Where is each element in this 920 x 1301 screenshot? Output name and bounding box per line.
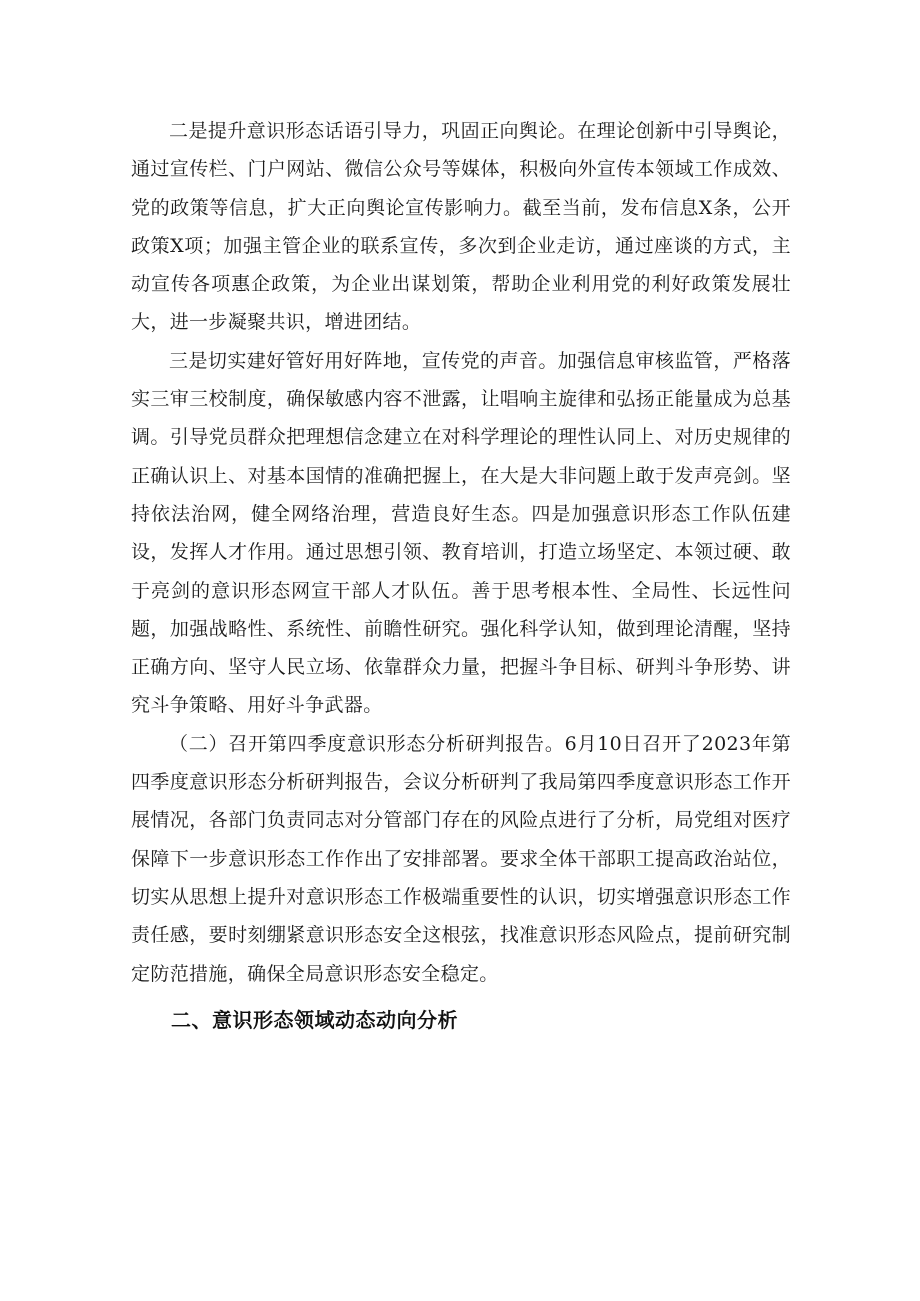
document-body bbox=[131, 112, 791, 1039]
paragraph-position-building: 三是切实建好管好用好阵地，宣传党的声音。加强信息审核监管，严格落实三审三校制度，确保敏感内容不泄露，让唱响主旋律和弘扬正能量成为总基调。引导党员群众把理想信念建立在对科学理论的理性认同上、对历史规律的正确认识上、对基本国情的准确把握上，在大是大非问题上敢于发声亮剑。坚持依法治网，健全网络治理，营造良好生态。四是加强意识形态工作队伍建设，发挥人才作用。通过思想引领、教育培训，打造立场坚定、本领过硬、敢于亮剑的意识形态网宣干部人才队伍。善于思考根本性、全局性、长远性问题，加强战略性、系统性、前瞻性研究。强化科学认知，做到理论清醒，坚持正确方向、坚守人民立场、依靠群众力量，把握斗争目标、研判斗争形势、讲究斗争策略、用好斗争武器。 bbox=[131, 349, 791, 717]
paragraph-opinion-guidance: 二是提升意识形态话语引导力，巩固正向舆论。在理论创新中引导舆论，通过宣传栏、门户网站、微信公众号等媒体，积极向外宣传本领域工作成效、党的政策等信息，扩大正向舆论宣传影响力。截至当前，发布信息X条，公开政策X项；加强主管企业的联系宣传，多次到企业走访，通过座谈的方式，主动宣传各项惠企政策，为企业出谋划策，帮助企业利用党的利好政策发展壮大，进一步凝聚共识，增进团结。 bbox=[131, 120, 791, 334]
section-heading: 二、意识形态领域动态动向分析 bbox=[171, 1007, 458, 1032]
paragraph-quarterly-report: （二）召开第四季度意识形态分析研判报告。6月10日召开了2023年第四季度意识形态分析研判报告，会议分析研判了我局第四季度意识形态工作开展情况，各部门负责同志对分管部门存在的风险点进行了分析，局党组对医疗保障下一步意识形态工作作出了安排部署。要求全体干部职工提高政治站位，切实从思想上提升对意识形态工作极端重要性的认识，切实增强意识形态工作责任感，要时刻绷紧意识形态安全这根弦，找准意识形态风险点，提前研究制定防范措施，确保全局意识形态安全稳定。 bbox=[131, 732, 791, 985]
